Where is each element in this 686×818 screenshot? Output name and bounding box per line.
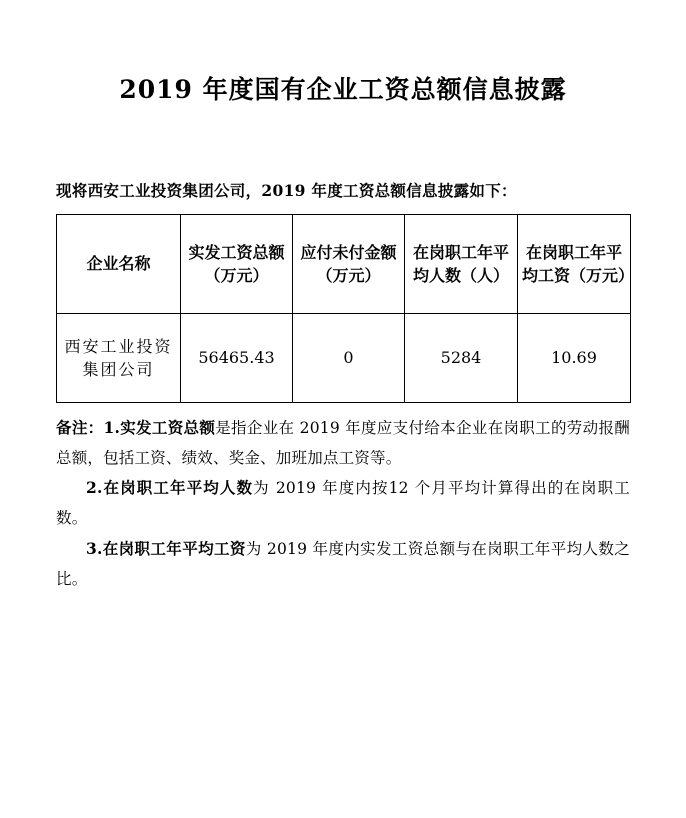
note-item (56, 473, 630, 533)
table-header-row (57, 214, 631, 313)
note-label: 2.在岗职工年平均人数 (86, 478, 254, 498)
note-item (56, 534, 630, 594)
column-header-avg-salary: 在岗职工年平均工资（万元） (518, 214, 631, 313)
page-title: 2019 年度国有企业工资总额信息披露 (119, 75, 567, 104)
cell-paid-total: 56465.43 (181, 313, 293, 402)
note-label: 3.在岗职工年平均工资 (86, 538, 246, 558)
intro-paragraph: 现将西安工业投资集团公司，2019 年度工资总额信息披露如下： (56, 180, 517, 200)
table-row (57, 313, 631, 402)
note-label: 备注：1.实发工资总额 (56, 417, 216, 437)
cell-avg-salary: 10.69 (518, 313, 631, 402)
column-header-paid-total: 实发工资总额（万元） (181, 214, 293, 313)
note-item (56, 413, 630, 473)
note-text: 是指企业在 2019 年度应支付给本企业在岗职工的劳动报酬总额，包括工资、绩效、奖金、加班加点工资等。 (56, 418, 630, 467)
note-text: 为 2019 年度内实发工资总额与在岗职工年平均人数之比。 (56, 539, 630, 588)
notes-section (56, 413, 630, 594)
column-header-avg-headcount: 在岗职工年平均人数（人） (405, 214, 518, 313)
cell-avg-headcount: 5284 (405, 313, 518, 402)
cell-company-name: 西安工业投资集团公司 (57, 313, 181, 402)
column-header-company: 企业名称 (57, 214, 181, 313)
document-page (0, 74, 686, 818)
salary-disclosure-table (56, 214, 635, 403)
cell-unpaid: 0 (293, 313, 405, 402)
note-text: 为 2019 年度内按12 个月平均计算得出的在岗职工数。 (56, 479, 630, 528)
column-header-unpaid: 应付未付金额（万元） (293, 214, 405, 313)
